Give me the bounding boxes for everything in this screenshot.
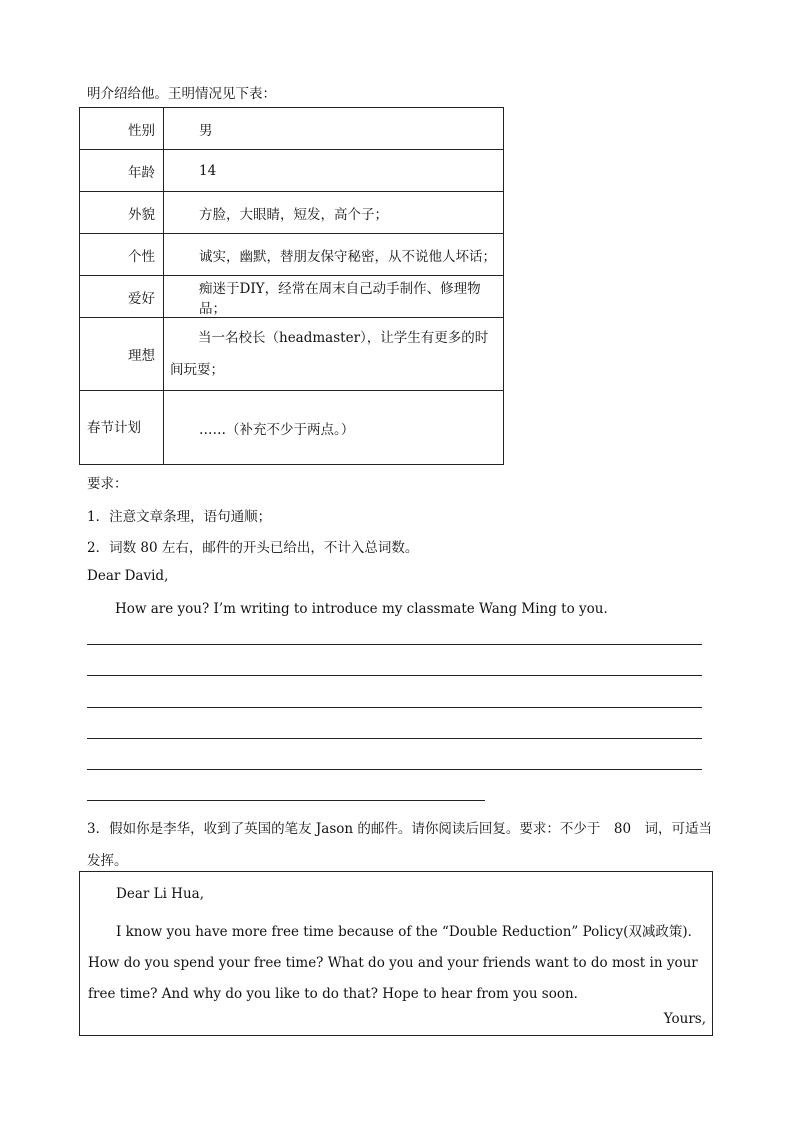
table-value: 当一名校长（headmaster），让学生有更多的时间玩耍；: [164, 318, 504, 391]
table-label: 理想: [80, 318, 164, 391]
letter-box: [79, 871, 713, 1036]
letter-opening: How are you? I’m writing to introduce my classmate Wang Ming to you．: [115, 601, 617, 617]
writing-line: [87, 707, 702, 708]
table-value: 诚实，幽默，替朋友保守秘密，从不说他人坏话；: [164, 234, 504, 276]
table-row: [80, 318, 504, 391]
table-label: 春节计划: [80, 391, 164, 465]
letter-closing: Yours,: [663, 1011, 706, 1027]
table-row: [80, 108, 504, 150]
intro-text: 明介绍给他。王明情况见下表：: [87, 86, 276, 102]
table-label: 外貌: [80, 192, 164, 234]
table-row: [80, 391, 504, 465]
table-value: 方脸，大眼睛，短发，高个子；: [164, 192, 504, 234]
writing-line: [87, 800, 485, 801]
table-value: 14: [164, 150, 504, 192]
letter-body: I know you have more free time because of the “Double Reduction” Policy(双减政策)． How do you spend your free time? What do you and your friends want to do most in your free time? And why do you like to do that? Hope to hear from you soon．: [88, 924, 708, 1002]
table-row: [80, 234, 504, 276]
writing-line: [87, 675, 702, 676]
letter-greeting: Dear David,: [87, 568, 169, 584]
requirements-title: 要求：: [87, 476, 128, 492]
letter-greeting: Dear Li Hua,: [116, 886, 204, 902]
table-label: 年龄: [80, 150, 164, 192]
table-row: [80, 276, 504, 318]
writing-line: [87, 644, 702, 645]
table-value: 痴迷于DIY，经常在周末自己动手制作、修理物品；: [164, 276, 504, 318]
table-value: ……（补充不少于两点。）: [164, 391, 504, 465]
question-text: 发挥。: [87, 853, 128, 869]
table-label: 个性: [80, 234, 164, 276]
writing-line: [87, 769, 702, 770]
requirement-item: 1．注意文章条理，语句通顺；: [87, 509, 272, 525]
table-row: [80, 192, 504, 234]
table-label: 性别: [80, 108, 164, 150]
table-row: [80, 150, 504, 192]
question-text: 3．假如你是李华，收到了英国的笔友 Jason 的邮件。请你阅读后回复。要求：不少于 80 词，可适当: [87, 821, 713, 837]
requirement-item: 2．词数 80 左右，邮件的开头已给出，不计入总词数。: [87, 540, 419, 556]
table-value: 男: [164, 108, 504, 150]
info-table: [79, 107, 504, 465]
table-label: 爱好: [80, 276, 164, 318]
writing-line: [87, 738, 702, 739]
